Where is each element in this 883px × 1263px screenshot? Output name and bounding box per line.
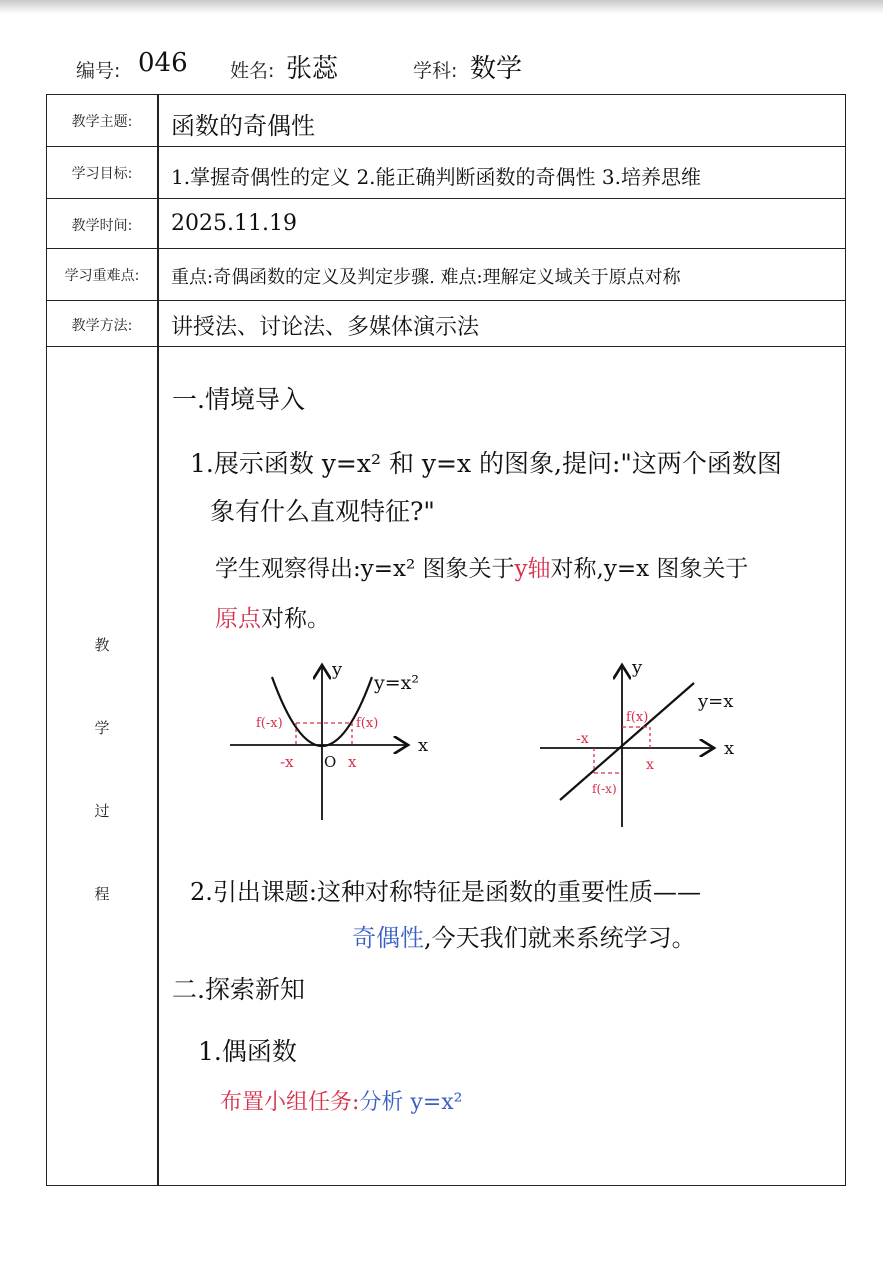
graph1-origin: O	[324, 753, 337, 771]
observation-prefix: 学生观察得出:y=x² 图象关于	[215, 556, 515, 582]
graph1-y-label: y	[332, 659, 343, 680]
item2-line2: ,今天我们就来系统学习。	[424, 924, 696, 952]
row-methods	[47, 301, 845, 347]
observation-y-axis: y轴	[514, 556, 551, 582]
graph2-f-neg: f(-x)	[592, 782, 617, 796]
row-label-methods: 教学方法:	[71, 318, 133, 334]
row-label-key-points: 学习重难点:	[64, 268, 140, 284]
number-label: 编号:	[76, 60, 121, 82]
item2-blue-term: 奇偶性	[352, 924, 424, 952]
subsection1-title: 1.偶函数	[198, 1037, 297, 1066]
item1-line1: 1.展示函数 y=x² 和 y=x 的图象,提问:"这两个函数图	[190, 449, 782, 478]
graph1-f-pos: f(x)	[356, 716, 379, 731]
section1-title: 一.情境导入	[172, 385, 305, 414]
name-label: 姓名:	[230, 60, 275, 82]
row-time	[47, 199, 845, 249]
task-line	[220, 1085, 463, 1116]
side-char-2: 学	[94, 719, 110, 737]
graph-parabola	[220, 655, 450, 825]
item2-line2-wrap	[352, 918, 696, 953]
scan-top-band	[0, 0, 883, 14]
graph2-x-label: x	[724, 738, 735, 759]
document-header	[0, 48, 883, 88]
row-value-goals: 1.掌握奇偶性的定义 2.能正确判断函数的奇偶性 3.培养思维	[171, 165, 701, 189]
observation-suffix: 对称。	[261, 606, 330, 632]
row-label-time: 教学时间:	[71, 218, 133, 234]
graph2-f-pos: f(x)	[626, 710, 649, 725]
side-char-3: 过	[94, 802, 110, 820]
row-label-topic: 教学主题:	[71, 114, 133, 130]
subject-label: 学科:	[413, 60, 458, 82]
row-value-methods: 讲授法、讨论法、多媒体演示法	[171, 315, 480, 340]
item2-line1: 2.引出课题:这种对称特征是函数的重要性质——	[190, 878, 701, 906]
subject-value: 数学	[470, 54, 523, 84]
lesson-plan-table	[46, 94, 846, 1186]
observation-line2	[215, 600, 330, 633]
section2-title: 二.探索新知	[172, 975, 305, 1004]
observation-line	[215, 550, 748, 583]
row-topic	[47, 95, 845, 147]
side-char-4: 程	[94, 885, 110, 903]
row-value-topic: 函数的奇偶性	[171, 112, 315, 140]
row-key-points	[47, 249, 845, 301]
graph2-y-label: y	[632, 657, 643, 678]
name-value: 张蕊	[286, 54, 339, 84]
number-value: 046	[138, 48, 188, 78]
row-value-time: 2025.11.19	[171, 211, 297, 236]
item1-line2: 象有什么直观特征?"	[210, 497, 435, 526]
side-char-1: 教	[94, 636, 110, 654]
row-value-key-points: 重点:奇偶函数的定义及判定步骤. 难点:理解定义域关于原点对称	[171, 267, 681, 288]
observation-origin: 原点	[215, 606, 261, 632]
graph2-pos-x: x	[646, 757, 654, 773]
graph1-neg-x: -x	[280, 753, 294, 771]
observation-middle: 对称,y=x 图象关于	[550, 556, 749, 582]
graph1-curve-label: y=x²	[374, 672, 419, 694]
graph2-neg-x: -x	[576, 731, 589, 747]
task-red: 布置小组任务:	[220, 1090, 360, 1115]
graph1-f-neg: f(-x)	[256, 716, 283, 731]
graph-linear	[538, 655, 758, 830]
row-goals	[47, 147, 845, 199]
task-blue: 分析 y=x²	[359, 1090, 463, 1115]
graph2-line-label: y=x	[698, 691, 734, 712]
graph1-pos-x: x	[348, 753, 357, 771]
graph1-x-label: x	[418, 735, 429, 756]
row-label-goals: 学习目标:	[71, 166, 133, 182]
